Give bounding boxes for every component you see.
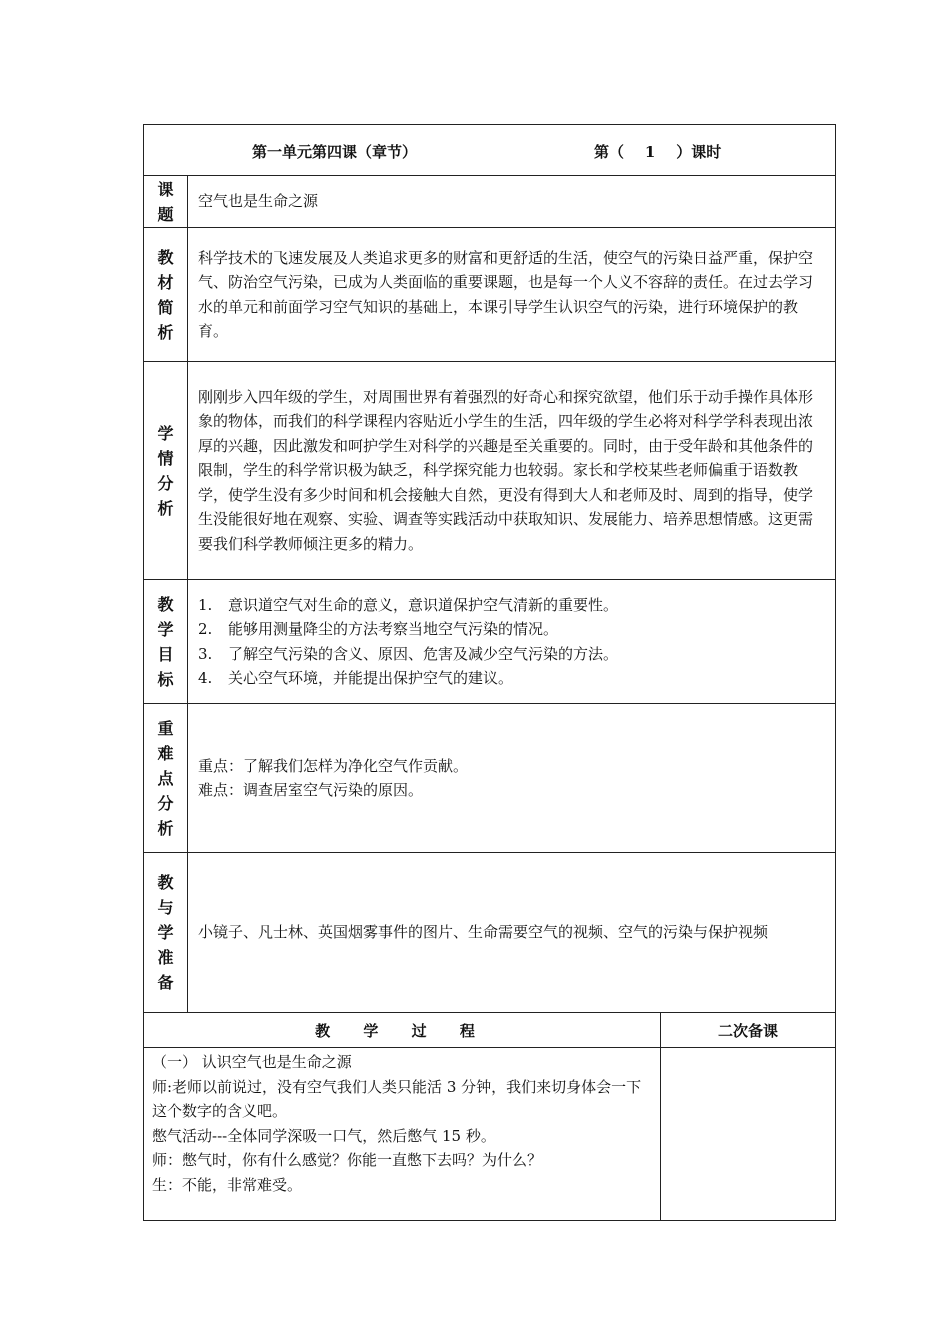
process-line: 憋气活动---全体同学深吸一口气，然后憋气 15 秒。 bbox=[152, 1126, 496, 1145]
process-heading: 教 学 过 程 bbox=[144, 1013, 661, 1048]
students-label: 学 情 分 析 bbox=[144, 362, 188, 580]
second-prep-heading: 二次备课 bbox=[661, 1013, 836, 1048]
lesson-plan-table bbox=[143, 124, 836, 1221]
process-body bbox=[144, 1048, 661, 1221]
material-label: 教 材 简 析 bbox=[144, 228, 188, 362]
process-line: 师:老师以前说过，没有空气我们人类只能活 3 分钟，我们来切身体会一下这个数字的含义吧。 bbox=[152, 1077, 642, 1120]
goal-item: 1. 意识道空气对生命的意义，意识道保护空气清新的重要性。 bbox=[198, 595, 619, 614]
process-line: 生：不能，非常难受。 bbox=[152, 1175, 303, 1194]
goals-label: 教 学 目 标 bbox=[144, 580, 188, 704]
material-analysis-text: 科学技术的飞速发展及人类追求更多的财富和更舒适的生活，使空气的污染日益严重，保护空气、防治空气污染，已成为人类面临的重要课题，也是每一个人义不容辞的责任。在过去学习水的单元和前面学习空气知识的基础上，本课引导学生认识空气的污染，进行环境保护的教育。 bbox=[188, 228, 836, 362]
goal-item: 2. 能够用测量降尘的方法考察当地空气污染的情况。 bbox=[198, 620, 559, 638]
preparation-text: 小镜子、凡士林、英国烟雾事件的图片、生命需要空气的视频、空气的污染与保护视频 bbox=[188, 853, 836, 1013]
goal-item: 4. 关心空气环境，并能提出保护空气的建议。 bbox=[198, 669, 514, 687]
topic-value: 空气也是生命之源 bbox=[188, 176, 836, 228]
preparation-label: 教 与 学 准 备 bbox=[144, 853, 188, 1013]
topic-label: 课 题 bbox=[144, 176, 188, 228]
lesson-plan-document bbox=[143, 124, 835, 1221]
lesson-title: 第一单元第四课（章节） bbox=[252, 143, 418, 161]
period-label: 第（ 1 ）课时 bbox=[594, 143, 722, 161]
process-line: （一） 认识空气也是生命之源 bbox=[152, 1053, 352, 1071]
goal-item: 3. 了解空气污染的含义、原因、危害及减少空气污染的方法。 bbox=[198, 644, 619, 663]
key-points-text bbox=[188, 704, 836, 853]
header-row bbox=[144, 125, 836, 176]
difficulty-point: 难点：调查居室空气污染的原因。 bbox=[198, 781, 424, 799]
key-points-label: 重 难 点 分 析 bbox=[144, 704, 188, 853]
second-prep-cell bbox=[661, 1048, 836, 1221]
student-analysis-text: 刚刚步入四年级的学生，对周围世界有着强烈的好奇心和探究欲望，他们乐于动手操作具体形象的物体，而我们的科学课程内容贴近小学生的生活，四年级的学生必将对科学学科表现出浓厚的兴趣，因此激发和呵护学生对科学的兴趣是至关重要的。同时，由于受年龄和其他条件的限制，学生的科学常识极为缺乏，科学探究能力也较弱。家长和学校某些老师偏重于语数教学，使学生没有多少时间和机会接触大自然，更没有得到大人和老师及时、周到的指导，使学生没能很好地在观察、实验、调查等实践活动中获取知识、发展能力、培养思想情感。这更需要我们科学教师倾注更多的精力。 bbox=[188, 362, 836, 580]
goals-list bbox=[188, 580, 836, 704]
focus-point: 重点：了解我们怎样为净化空气作贡献。 bbox=[198, 756, 469, 775]
process-line: 师：憋气时，你有什么感觉？你能一直憋下去吗？为什么？ bbox=[152, 1151, 543, 1169]
